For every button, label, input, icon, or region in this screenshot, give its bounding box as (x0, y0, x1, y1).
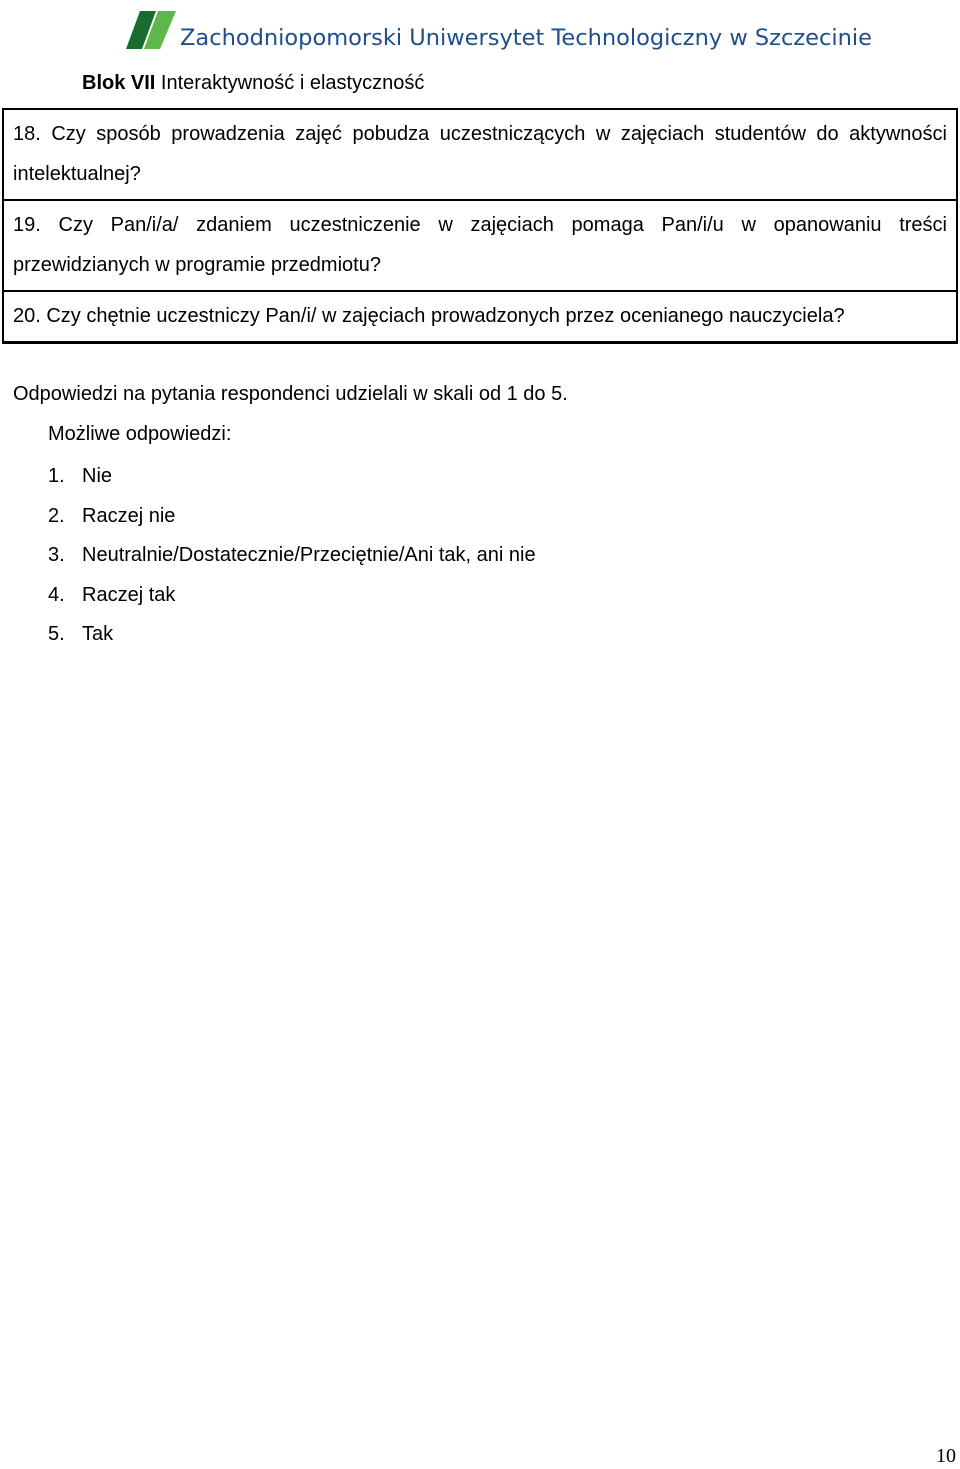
option-number: 2. (48, 504, 65, 527)
university-name: Zachodniopomorski Uniwersytet Technologiczny w Szczecinie (180, 25, 872, 51)
page-number: 10 (936, 1445, 956, 1467)
block-title-text: Interaktywność i elastyczność (160, 72, 425, 94)
option-label: Nie (82, 465, 113, 487)
list-item (48, 497, 536, 537)
option-number: 1. (48, 465, 65, 487)
option-label: Tak (82, 623, 114, 645)
questions-table (2, 108, 958, 344)
list-item (48, 457, 536, 497)
option-label: Raczej nie (82, 504, 176, 527)
question-row: 20. Czy chętnie uczestniczy Pan/i/ w zajęciach prowadzonych przez ocenianego nauczyciela? (13, 305, 845, 327)
answer-options-list (48, 457, 536, 655)
scale-intro: Odpowiedzi na pytania respondenci udzielali w skali od 1 do 5. (13, 383, 568, 405)
options-label: Możliwe odpowiedzi: (48, 423, 232, 445)
option-number: 4. (48, 583, 65, 606)
option-label: Raczej tak (82, 583, 176, 606)
option-label: Neutralnie/Dostatecznie/Przeciętnie/Ani tak, ani nie (82, 544, 536, 566)
list-item (48, 576, 536, 616)
page-header (126, 8, 872, 54)
question-row: 19. Czy Pan/i/a/ zdaniem uczestniczenie w zajęciach pomaga Pan/i/u w opanowaniu treści przewidzianych w programie przedmiotu? (4, 201, 956, 292)
list-item (48, 536, 536, 576)
option-number: 5. (48, 623, 65, 645)
list-item (48, 615, 536, 655)
block-heading (82, 70, 424, 96)
university-logo-icon (126, 11, 178, 51)
question-row: 18. Czy sposób prowadzenia zajęć pobudza uczestniczących w zajęciach studentów do aktywności intelektualnej? (4, 110, 956, 201)
option-number: 3. (48, 544, 65, 566)
block-label: Blok VII (82, 72, 156, 94)
